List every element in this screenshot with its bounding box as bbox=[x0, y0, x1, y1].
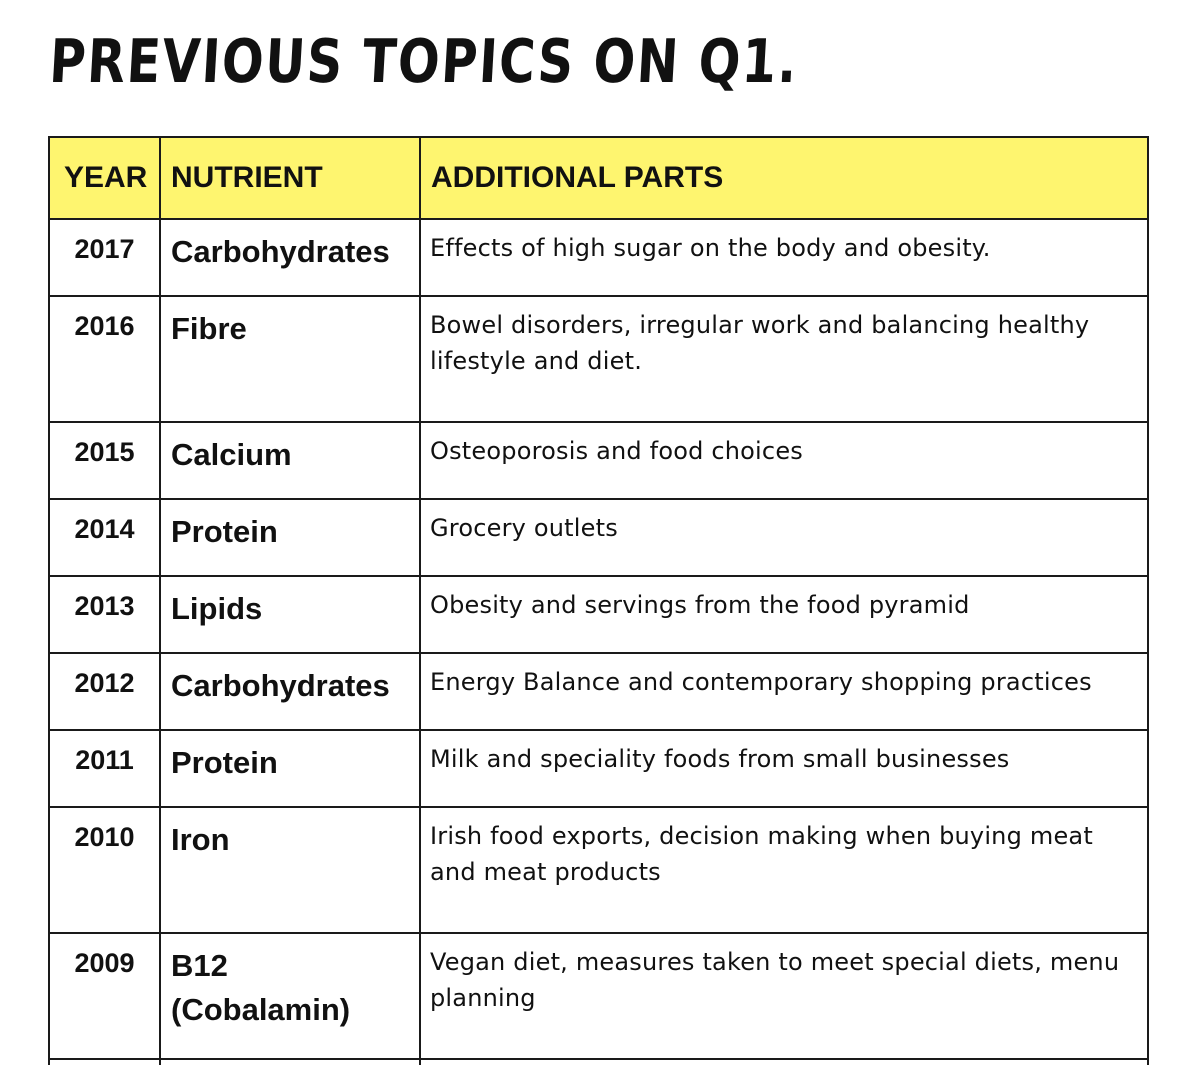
additional-parts-cell: Irish food exports, decision making when buying meat and meat products bbox=[420, 807, 1148, 933]
empty-cell bbox=[420, 1059, 1148, 1065]
table-row bbox=[49, 422, 1148, 499]
table-row bbox=[49, 219, 1148, 296]
table-row-partial bbox=[49, 1059, 1148, 1065]
additional-parts-cell: Obesity and servings from the food pyramid bbox=[420, 576, 1148, 653]
nutrient-cell: Carbohydrates bbox=[160, 653, 420, 730]
column-header-nutrient: NUTRIENT bbox=[160, 137, 420, 219]
nutrient-cell: Fibre bbox=[160, 296, 420, 422]
empty-cell bbox=[160, 1059, 420, 1065]
table-row bbox=[49, 933, 1148, 1059]
additional-parts-cell: Vegan diet, measures taken to meet special diets, menu planning bbox=[420, 933, 1148, 1059]
nutrient-subname: (Cobalamin) bbox=[171, 992, 351, 1027]
year-cell: 2013 bbox=[49, 576, 160, 653]
year-cell: 2012 bbox=[49, 653, 160, 730]
table-row bbox=[49, 576, 1148, 653]
nutrient-cell bbox=[160, 933, 420, 1059]
year-cell: 2017 bbox=[49, 219, 160, 296]
additional-parts-cell: Bowel disorders, irregular work and balancing healthy lifestyle and diet. bbox=[420, 296, 1148, 422]
additional-parts-cell: Osteoporosis and food choices bbox=[420, 422, 1148, 499]
additional-parts-cell: Grocery outlets bbox=[420, 499, 1148, 576]
nutrient-cell: Protein bbox=[160, 499, 420, 576]
nutrient-name: B12 bbox=[171, 948, 228, 983]
table-row bbox=[49, 499, 1148, 576]
nutrient-cell: Carbohydrates bbox=[160, 219, 420, 296]
year-cell: 2015 bbox=[49, 422, 160, 499]
table-row bbox=[49, 807, 1148, 933]
year-cell: 2011 bbox=[49, 730, 160, 807]
additional-parts-cell: Milk and speciality foods from small businesses bbox=[420, 730, 1148, 807]
column-header-year: YEAR bbox=[49, 137, 160, 219]
topics-table bbox=[48, 136, 1149, 1065]
table-row bbox=[49, 730, 1148, 807]
year-cell: 2010 bbox=[49, 807, 160, 933]
empty-cell bbox=[49, 1059, 160, 1065]
year-cell: 2009 bbox=[49, 933, 160, 1059]
nutrient-cell: Protein bbox=[160, 730, 420, 807]
nutrient-cell: Iron bbox=[160, 807, 420, 933]
table-row bbox=[49, 653, 1148, 730]
table-header bbox=[49, 137, 1148, 219]
nutrient-cell: Lipids bbox=[160, 576, 420, 653]
additional-parts-cell: Effects of high sugar on the body and obesity. bbox=[420, 219, 1148, 296]
year-cell: 2016 bbox=[49, 296, 160, 422]
additional-parts-cell: Energy Balance and contemporary shopping practices bbox=[420, 653, 1148, 730]
table-body bbox=[49, 219, 1148, 1065]
column-header-additional-parts: ADDITIONAL PARTS bbox=[420, 137, 1148, 219]
year-cell: 2014 bbox=[49, 499, 160, 576]
header-row bbox=[49, 137, 1148, 219]
nutrient-cell: Calcium bbox=[160, 422, 420, 499]
page-title: PREVIOUS TOPICS ON Q1. bbox=[47, 27, 801, 97]
table-row bbox=[49, 296, 1148, 422]
